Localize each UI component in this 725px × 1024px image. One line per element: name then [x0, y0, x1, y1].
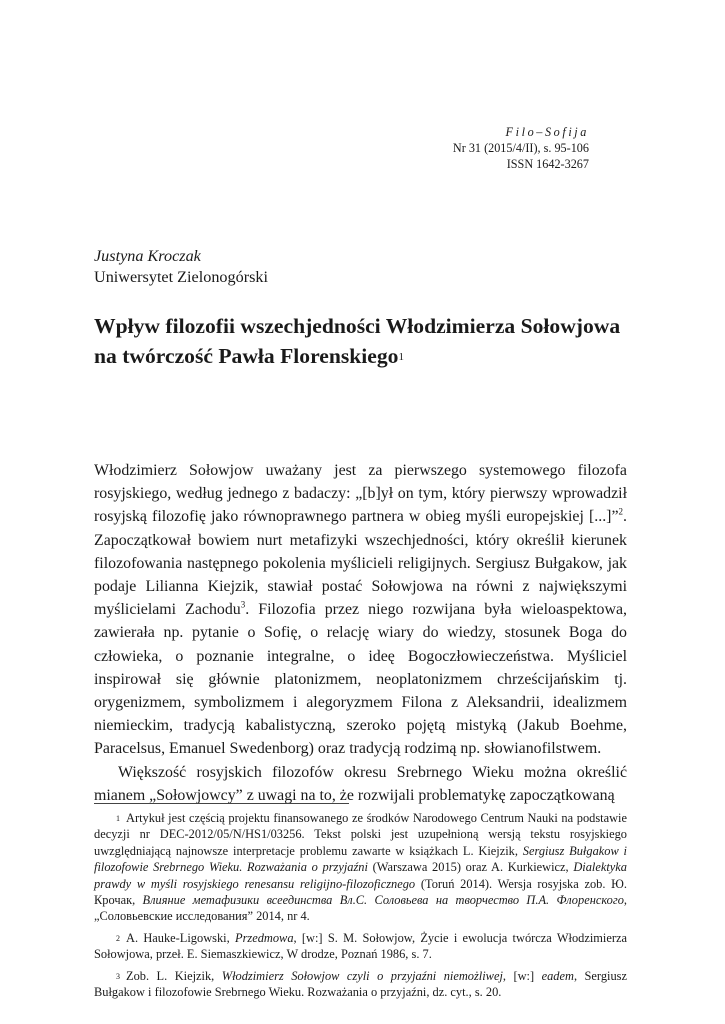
footnote-italic: Włodzimierz Sołowjow czyli o przyjaźni niemożliwej — [221, 968, 503, 983]
title-line-1: Wpływ filozofii wszechjedności Włodzimierza Sołowjowa — [94, 314, 621, 338]
paragraph-2: Większość rosyjskich filozofów okresu Srebrnego Wieku można określić mianem „Sołowjowcy” z uwagi na to, że rozwijali problematykę zapoczątkowaną — [94, 763, 627, 804]
paragraph-1 — [94, 459, 627, 761]
author-name: Justyna Kroczak — [94, 247, 201, 265]
footnote-text: Artykuł jest częścią projektu finansowanego ze środków Narodowego Centrum Nauki na podstawie decyzji nr DEC-2012/05/N/HS1/03256. Tekst polski jest uzupełnioną wersją tekstu rosyjskiego uwzględniającą najnowsze interpretacje problemu zawarte w książkach L. Kiejzik, — [94, 811, 627, 858]
title-line-2: na twórczość Pawła Florenskiego — [94, 344, 399, 368]
journal-header — [453, 124, 589, 172]
footnote-text: (Toruń 2014). Wersja rosyjska zob. Ю. Крочак, — [94, 876, 627, 908]
footnotes — [94, 810, 627, 1005]
footnote-text: (Warszawa 2015) oraz A. Kurkiewicz, — [367, 860, 574, 875]
footnote-text: , [w:] — [502, 968, 542, 983]
footnote-text: , „Соловьевские исследования” 2014, nr 4. — [94, 893, 628, 924]
footnote-italic: Sergiusz Bułgakow i filozofowie Srebrnego Wieku. Rozważania o przyjaźni — [94, 843, 627, 875]
footnote-2 — [94, 930, 627, 963]
issue-info: Nr 31 (2015/4/II), s. 95-106 — [452, 141, 589, 155]
footnote-italic: Dialektyka prawdy w myśli rosyjskiego renesansu religijno-filozoficznego — [94, 860, 627, 891]
footnote-number: 3 — [116, 971, 120, 981]
issn: ISSN 1642-3267 — [506, 157, 589, 171]
article-body — [94, 459, 627, 807]
footnote-text: , Sergiusz Bułgakow i filozofowie Srebrnego Wieku. Rozważania o przyjaźni, dz. cyt., s. 20. — [94, 968, 627, 1000]
footnote-italic: Przedmowa — [235, 930, 294, 945]
footnote-1 — [94, 810, 627, 925]
paragraph-1-part-c: . Filozofia przez niego rozwijana była wieloaspektowa, zawierała np. pytanie o Sofię, o relację wiary do wiedzy, stosunek Boga do człowieka, o poznanie integralne, o ideę Bogoczłowieczeństwa. Myśliciel inspirował się głównie platonizmem, neoplatonizmem chrześcijańskim tj. orygenizmem, symbolizmem i alegoryzmem Filona z Aleksandrii, idealizmem niemieckim, tradycją kabalistyczną, szeroko pojętą mistyką (Jakub Boehme, Paracelsus, Emanuel Swedenborg) oraz tradycją rodzimą np. słowianofilstwem. — [94, 601, 628, 758]
footnote-ref-1[interactable]: 1 — [398, 351, 404, 363]
footnote-number: 2 — [116, 933, 120, 943]
footnote-italic: Влияние метафизики всеединства Вл.С. Соловьева на творчество П.А. Флоренского — [142, 893, 624, 908]
journal-name: Filo–Sofija — [505, 125, 589, 139]
footnote-number: 1 — [116, 814, 120, 823]
footnote-3 — [94, 968, 627, 1001]
article-title — [94, 311, 654, 371]
footnote-ref-2[interactable]: 2 — [618, 507, 624, 518]
paragraph-1-part-a: Włodzimierz Sołowjow uważany jest za pierwszego systemowego filozofa rosyjskiego, według jednego z badaczy: „[b]ył on tym, który pierwszy wprowadził rosyjską filozofię jako równoprawnego partnera w obieg myśli europejskiej [...]” — [94, 462, 627, 526]
footnote-ref-3[interactable]: 3 — [240, 599, 246, 610]
paragraph-1-part-b: . Zapoczątkował bowiem nurt metafizyki wszechjedności, który określił kierunek filozofowania następnego pokolenia myślicieli religijnych. Sergiusz Bułgakow, jak podaje Lilianna Kiejzik, stawiał postać Sołowjowa na równi z największymi myślicielami Zachodu — [94, 508, 627, 619]
footnote-separator — [94, 803, 349, 804]
footnote-italic: eadem — [541, 968, 574, 983]
footnote-text: , [w:] S. M. Sołowjow, Życie i ewolucja twórcza Włodzimierza Sołowjowa, przeł. E. Siemaszkiewicz, W drodze, Poznań 1986, s. 7. — [94, 930, 627, 962]
footnote-text: Zob. L. Kiejzik, — [126, 968, 222, 983]
author-affiliation: Uniwersytet Zielonogórski — [94, 268, 268, 286]
footnote-text: A. Hauke-Ligowski, — [126, 930, 235, 945]
author-block — [94, 246, 268, 288]
